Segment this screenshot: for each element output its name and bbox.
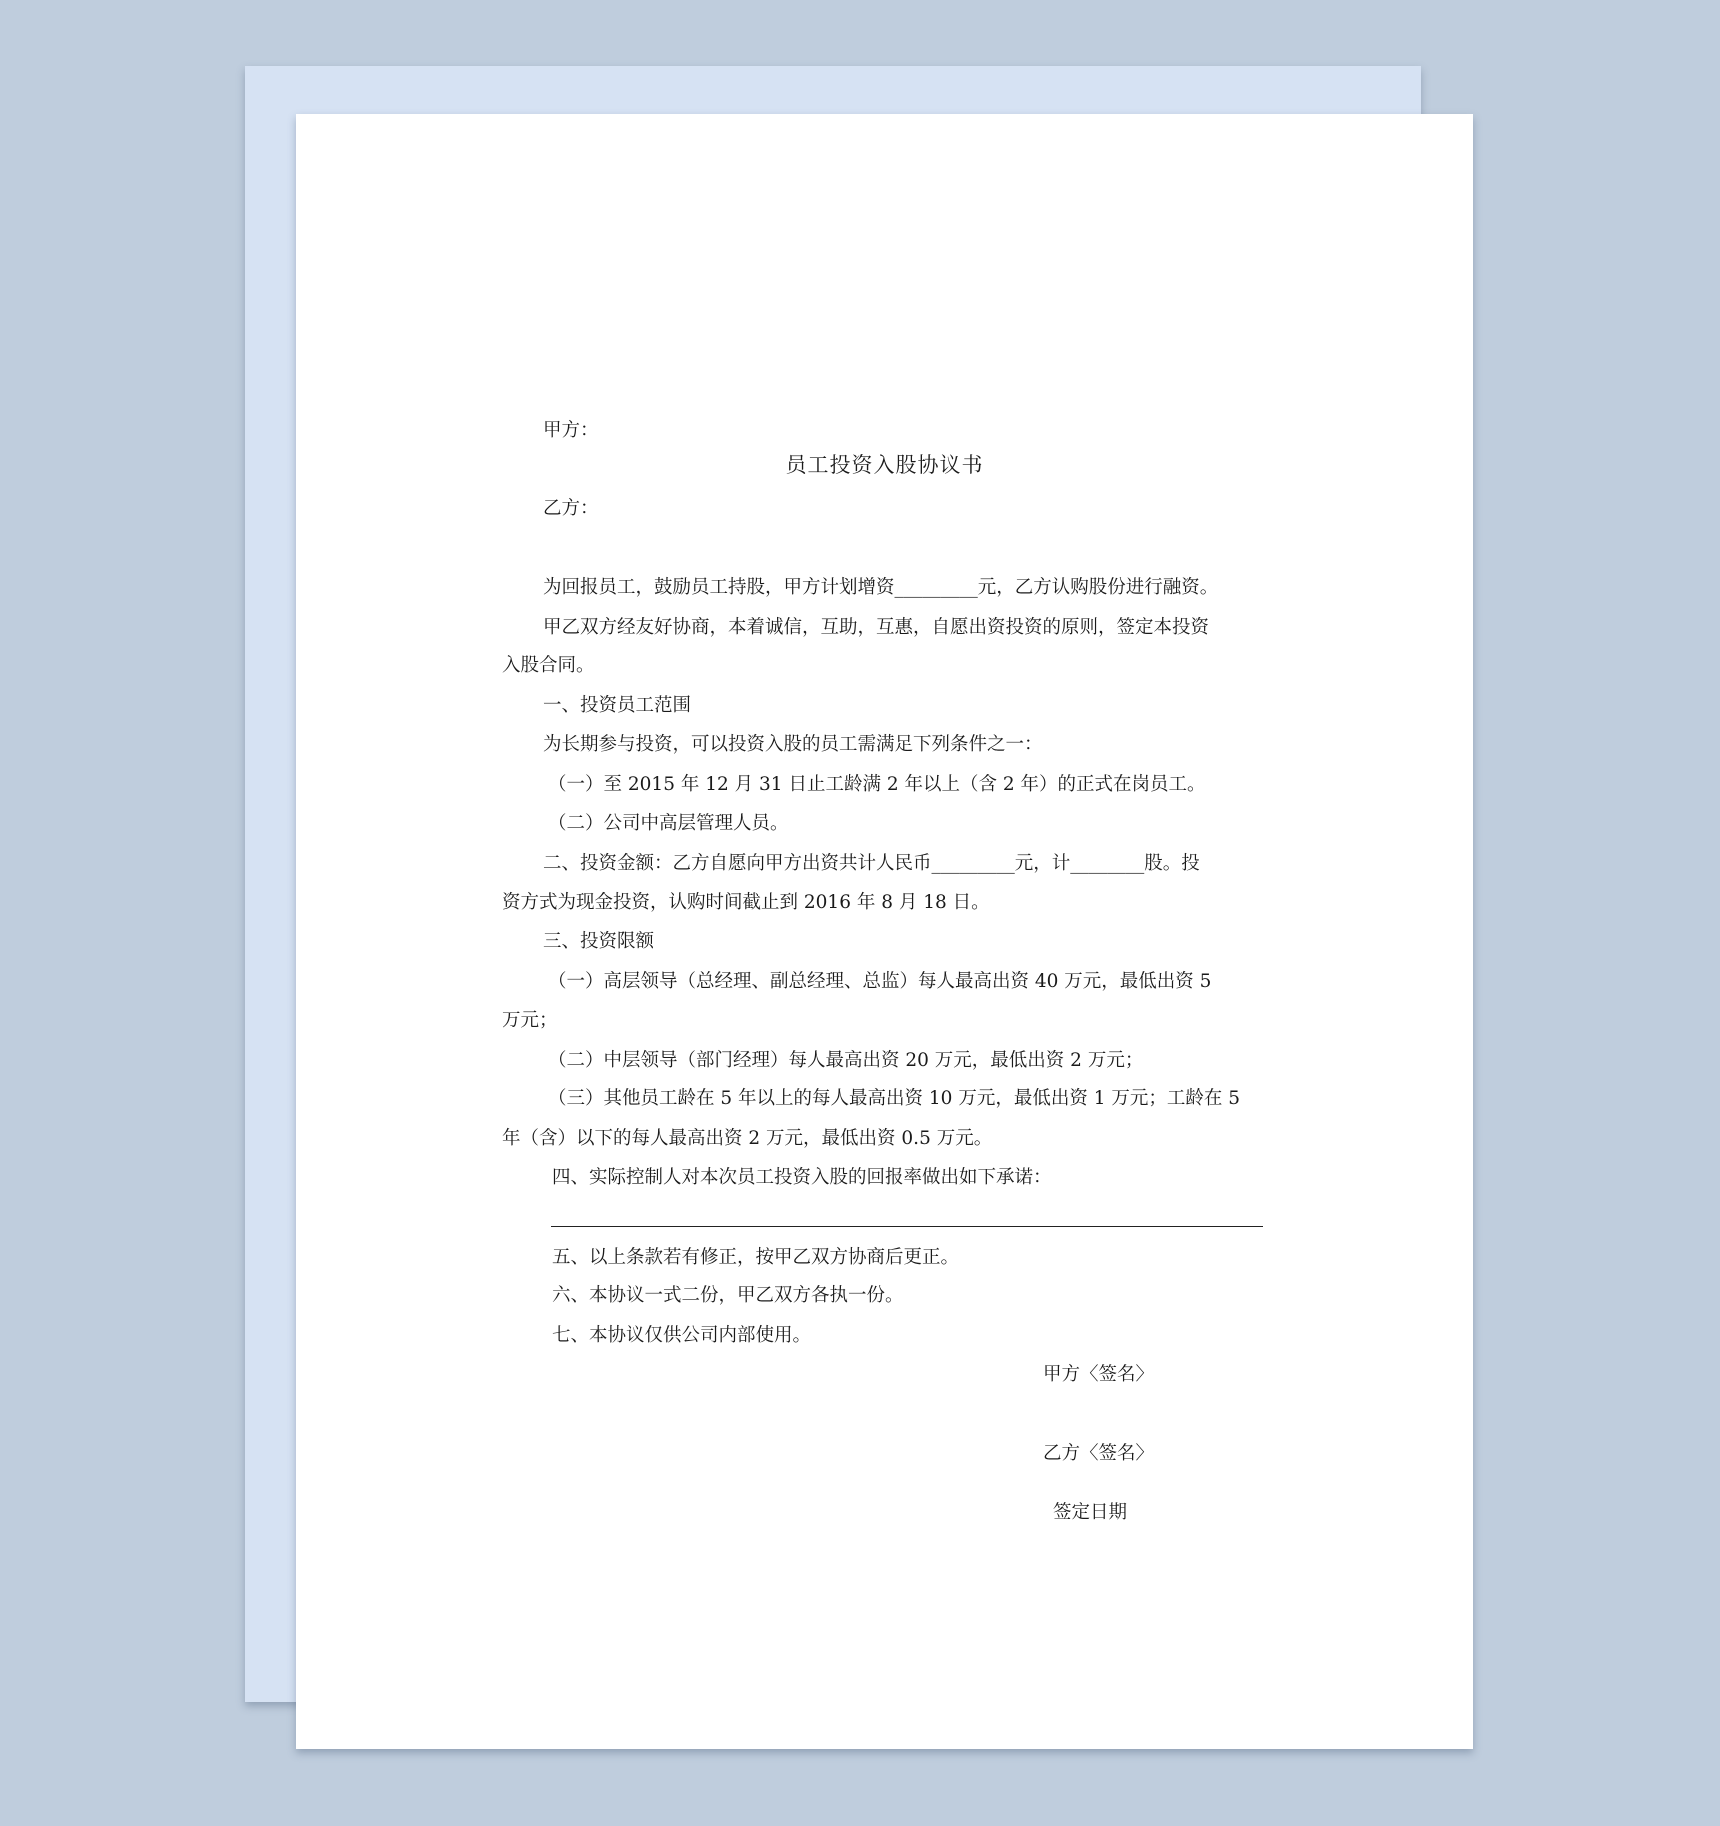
- paragraph-line: 甲乙双方经友好协商，本着诚信，互助，互惠，自愿出资投资的原则，签定本投资: [543, 617, 1210, 638]
- list-item: 年（含）以下的每人最高出资 2 万元，最低出资 0.5 万元。: [502, 1128, 993, 1149]
- signature-party-b: 乙方〈签名〉: [1043, 1443, 1155, 1464]
- paragraph-line: 入股合同。: [502, 655, 595, 676]
- document-page: [296, 114, 1473, 1749]
- party-b-label: 乙方：: [543, 498, 599, 519]
- sign-date-label: 签定日期: [1053, 1502, 1128, 1523]
- section-heading: 六、本协议一式二份，甲乙双方各执一份。: [552, 1285, 904, 1306]
- paragraph-line: 为回报员工，鼓励员工持股，甲方计划增资_________元，乙方认购股份进行融资。: [543, 577, 1219, 598]
- section-heading: 三、投资限额: [543, 931, 655, 952]
- list-item: （二）公司中高层管理人员。: [548, 813, 789, 834]
- signature-party-a: 甲方〈签名〉: [1043, 1364, 1155, 1385]
- list-item: （一）高层领导（总经理、副总经理、总监）每人最高出资 40 万元，最低出资 5: [548, 971, 1212, 992]
- paragraph-line: 资方式为现金投资，认购时间截止到 2016 年 8 月 18 日。: [502, 892, 990, 913]
- paragraph-line: 为长期参与投资，可以投资入股的员工需满足下列条件之一：: [543, 734, 1043, 755]
- section-heading: 五、以上条款若有修正，按甲乙双方协商后更正。: [552, 1247, 960, 1268]
- list-item: （二）中层领导（部门经理）每人最高出资 20 万元，最低出资 2 万元；: [548, 1050, 1144, 1071]
- section-heading: 一、投资员工范围: [543, 695, 692, 716]
- section-heading: 七、本协议仅供公司内部使用。: [552, 1325, 812, 1346]
- section-heading: 四、实际控制人对本次员工投资入股的回报率做出如下承诺：: [552, 1167, 1052, 1188]
- list-item: （三）其他员工龄在 5 年以上的每人最高出资 10 万元，最低出资 1 万元；工龄在 5: [548, 1088, 1241, 1109]
- party-a-label: 甲方：: [543, 420, 599, 441]
- list-item: （一）至 2015 年 12 月 31 日止工龄满 2 年以上（含 2 年）的正式在岗员工。: [548, 774, 1206, 795]
- list-item: 万元；: [502, 1010, 558, 1031]
- blank-answer-line: [551, 1226, 1263, 1227]
- section-heading: 二、投资金额：乙方自愿向甲方出资共计人民币_________元，计________股。投: [543, 853, 1200, 874]
- document-title: 员工投资入股协议书: [785, 453, 984, 477]
